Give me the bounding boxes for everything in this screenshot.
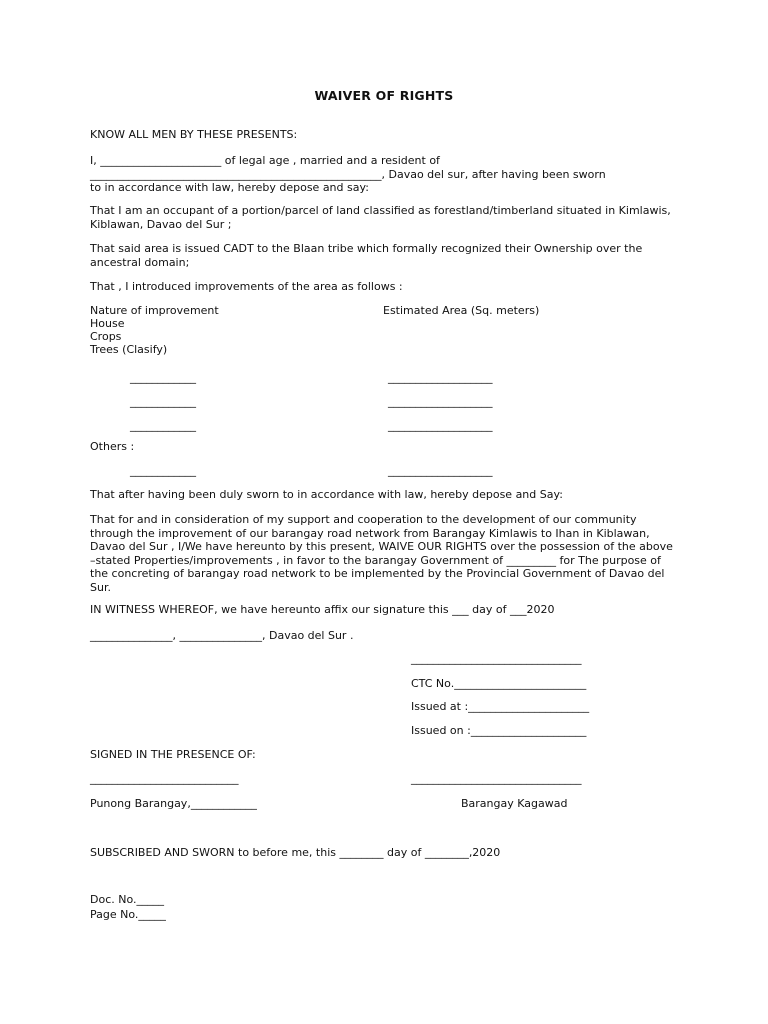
paragraph-improvements: That , I introduced improvements of the area as follows : [90,280,403,293]
document-title: WAIVER OF RIGHTS [314,88,454,104]
issued-at: Issued at :______________________ [411,700,590,713]
punong-barangay: Punong Barangay,____________ [90,797,257,810]
blank-line-nature: ____________ [130,464,196,477]
column-header-area: Estimated Area (Sq. meters) [383,304,540,317]
paragraph-cadt: That said area is issued CADT to the Blaan tribe which formally recognized their Ownership over the ancestral domain; [90,242,643,269]
intro-line-2: _____________________________________________________, Davao del sur, after having been sworn [90,168,606,181]
witness-statement: IN WITNESS WHEREOF, we have hereunto affix our signature this ___ day of ___2020 [90,603,555,616]
blank-line-area: ___________________ [388,371,493,384]
blank-line-nature: ____________ [130,419,196,432]
paragraph-occupant: That I am an occupant of a portion/parcel of land classified as forestland/timberland situated in Kimlawis, Kiblawan, Davao del Sur ; [90,204,671,231]
intro-line-3: to in accordance with law, hereby depose and say: [90,181,369,194]
improvement-item: Trees (Clasify) [90,343,168,356]
others-label: Others : [90,440,135,453]
blank-line-area: ___________________ [388,419,493,432]
barangay-kagawad: Barangay Kagawad [461,797,568,810]
blank-line-nature: ____________ [130,395,196,408]
doc-number: Doc. No._____ [90,893,165,906]
presence-label: SIGNED IN THE PRESENCE OF: [90,748,256,761]
witness-signature-line-right: _______________________________ [411,772,582,785]
paragraph-sworn: That after having been duly sworn to in accordance with law, hereby depose and Say: [90,488,563,501]
page-number: Page No._____ [90,908,166,921]
blank-line-area: ___________________ [388,464,493,477]
column-header-nature: Nature of improvement [90,304,219,317]
blank-line-area: ___________________ [388,395,493,408]
improvement-item: House [90,317,125,330]
blank-line-nature: ____________ [130,371,196,384]
issued-on: Issued on :_____________________ [411,724,587,737]
witness-signature-line-left: ___________________________ [90,772,239,785]
ctc-number: CTC No.________________________ [411,677,587,690]
improvement-item: Crops [90,330,122,343]
place-line: _______________, _______________, Davao del Sur . [90,629,354,642]
salutation: KNOW ALL MEN BY THESE PRESENTS: [90,128,298,141]
affiant-signature-line: _______________________________ [411,652,582,665]
intro-line-1: I, ______________________ of legal age , married and a resident of [90,154,440,167]
paragraph-consideration: That for and in consideration of my support and cooperation to the development of our community through the improvement of our barangay road network from Barangay Kimlawis to Ihan in Kiblawan, Davao del Sur , I/We have hereunto by this present, WAIVE OUR RIGHTS over the possession of the above –stated Properties/improvements , in favor to the barangay Government of _________ for The purpose of the concreting of barangay road network to be implemented by the Provincial Government of Davao del Sur. [90,513,673,594]
subscribed-statement: SUBSCRIBED AND SWORN to before me, this ________ day of ________,2020 [90,846,501,859]
